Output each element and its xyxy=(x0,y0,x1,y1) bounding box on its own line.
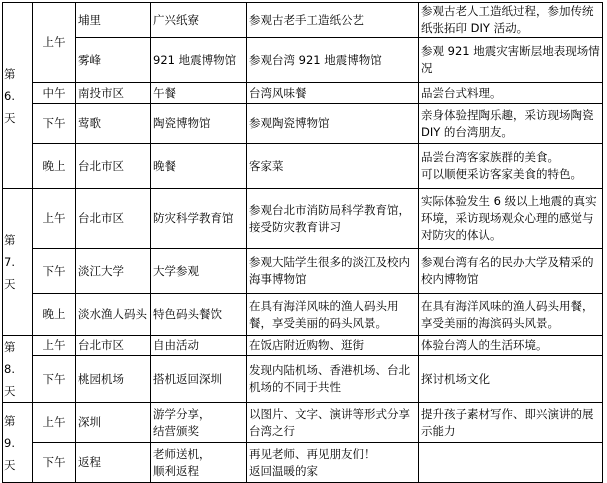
period-cell: 下午 xyxy=(33,249,76,294)
period-cell: 下午 xyxy=(33,104,76,144)
place-cell: 台北市区 xyxy=(76,144,151,189)
goal-cell: 在具有海洋风味的渔人码头用餐，享受美丽的海滨码头风景。 xyxy=(419,294,603,336)
goal-cell: 品尝台湾客家族群的美食。 可以顺便采访客家美食的特色。 xyxy=(419,144,603,189)
table-row xyxy=(3,144,603,189)
activity-cell: 参观大陆学生很多的淡江及校内海事博物馆 xyxy=(247,249,419,294)
day-cell: 第 7. 天 xyxy=(3,189,33,336)
itinerary-table xyxy=(2,2,603,483)
activity-cell: 台湾风味餐 xyxy=(247,83,419,104)
goal-cell: 实际体验发生 6 级以上地震的真实环境，采访现场观众心理的感觉与对防灾的体认。 xyxy=(419,189,603,249)
place-cell: 台北市区 xyxy=(76,336,151,356)
venue-cell: 特色码头餐饮 xyxy=(151,294,247,336)
goal-cell: 亲身体验捏陶乐趣，采访现场陶瓷 DIY 的台湾朋友。 xyxy=(419,104,603,144)
activity-cell: 客家菜 xyxy=(247,144,419,189)
table-row xyxy=(3,83,603,104)
period-cell: 中午 xyxy=(33,83,76,104)
goal-cell: 提升孩子素材写作、即兴演讲的展示能力 xyxy=(419,403,603,443)
activity-cell: 参观古老手工造纸公艺 xyxy=(247,3,419,38)
goal-cell xyxy=(419,443,603,483)
table-row xyxy=(3,403,603,443)
place-cell: 雾峰 xyxy=(76,38,151,83)
venue-cell: 自由活动 xyxy=(151,336,247,356)
place-cell: 南投市区 xyxy=(76,83,151,104)
venue-cell: 游学分享， 结营颁奖 xyxy=(151,403,247,443)
activity-cell: 参观台北市消防局科学教育馆，接受防灾教育讲习 xyxy=(247,189,419,249)
venue-cell: 老师送机， 顺利返程 xyxy=(151,443,247,483)
day-cell: 第 9. 天 xyxy=(3,403,33,483)
goal-cell: 参观 921 地震灾害断层地表现场情况 xyxy=(419,38,603,83)
venue-cell: 搭机返回深圳 xyxy=(151,356,247,403)
period-cell: 上午 xyxy=(33,189,76,249)
activity-cell: 在具有海洋风味的渔人码头用餐，享受美丽的码头风景。 xyxy=(247,294,419,336)
period-cell: 上午 xyxy=(33,3,76,83)
activity-cell: 以图片、文字、演讲等形式分享台湾之行 xyxy=(247,403,419,443)
table-row xyxy=(3,189,603,249)
place-cell: 桃园机场 xyxy=(76,356,151,403)
place-cell: 淡江大学 xyxy=(76,249,151,294)
goal-cell: 体验台湾人的生活环境。 xyxy=(419,336,603,356)
period-cell: 晚上 xyxy=(33,144,76,189)
venue-cell: 晚餐 xyxy=(151,144,247,189)
goal-cell: 参观古老人工造纸过程，参加传统纸张拓印 DIY 活动。 xyxy=(419,3,603,38)
table-row xyxy=(3,356,603,403)
table-row xyxy=(3,443,603,483)
place-cell: 埔里 xyxy=(76,3,151,38)
table-row xyxy=(3,3,603,38)
venue-cell: 陶瓷博物馆 xyxy=(151,104,247,144)
day-cell: 第 6. 天 xyxy=(3,3,33,189)
period-cell: 下午 xyxy=(33,356,76,403)
period-cell: 晚上 xyxy=(33,294,76,336)
venue-cell: 921 地震博物馆 xyxy=(151,38,247,83)
activity-cell: 参观陶瓷博物馆 xyxy=(247,104,419,144)
goal-cell: 品尝台式料理。 xyxy=(419,83,603,104)
place-cell: 返程 xyxy=(76,443,151,483)
activity-cell: 再见老师、再见朋友们！ 返回温暖的家 xyxy=(247,443,419,483)
place-cell: 莺歌 xyxy=(76,104,151,144)
activity-cell: 发现内陆机场、香港机场、台北机场的不同于共性 xyxy=(247,356,419,403)
table-row xyxy=(3,38,603,83)
day-cell: 第 8. 天 xyxy=(3,336,33,403)
period-cell: 上午 xyxy=(33,336,76,356)
venue-cell: 防灾科学教育馆 xyxy=(151,189,247,249)
period-cell: 下午 xyxy=(33,443,76,483)
place-cell: 深圳 xyxy=(76,403,151,443)
venue-cell: 午餐 xyxy=(151,83,247,104)
venue-cell: 大学参观 xyxy=(151,249,247,294)
table-row xyxy=(3,294,603,336)
goal-cell: 参观台湾有名的民办大学及精采的校内博物馆 xyxy=(419,249,603,294)
table-row xyxy=(3,336,603,356)
table-row xyxy=(3,249,603,294)
activity-cell: 在饭店附近购物、逛街 xyxy=(247,336,419,356)
place-cell: 淡水渔人码头 xyxy=(76,294,151,336)
activity-cell: 参观台湾 921 地震博物馆 xyxy=(247,38,419,83)
place-cell: 台北市区 xyxy=(76,189,151,249)
goal-cell: 探讨机场文化 xyxy=(419,356,603,403)
period-cell: 上午 xyxy=(33,403,76,443)
table-row xyxy=(3,104,603,144)
venue-cell: 广兴纸寮 xyxy=(151,3,247,38)
